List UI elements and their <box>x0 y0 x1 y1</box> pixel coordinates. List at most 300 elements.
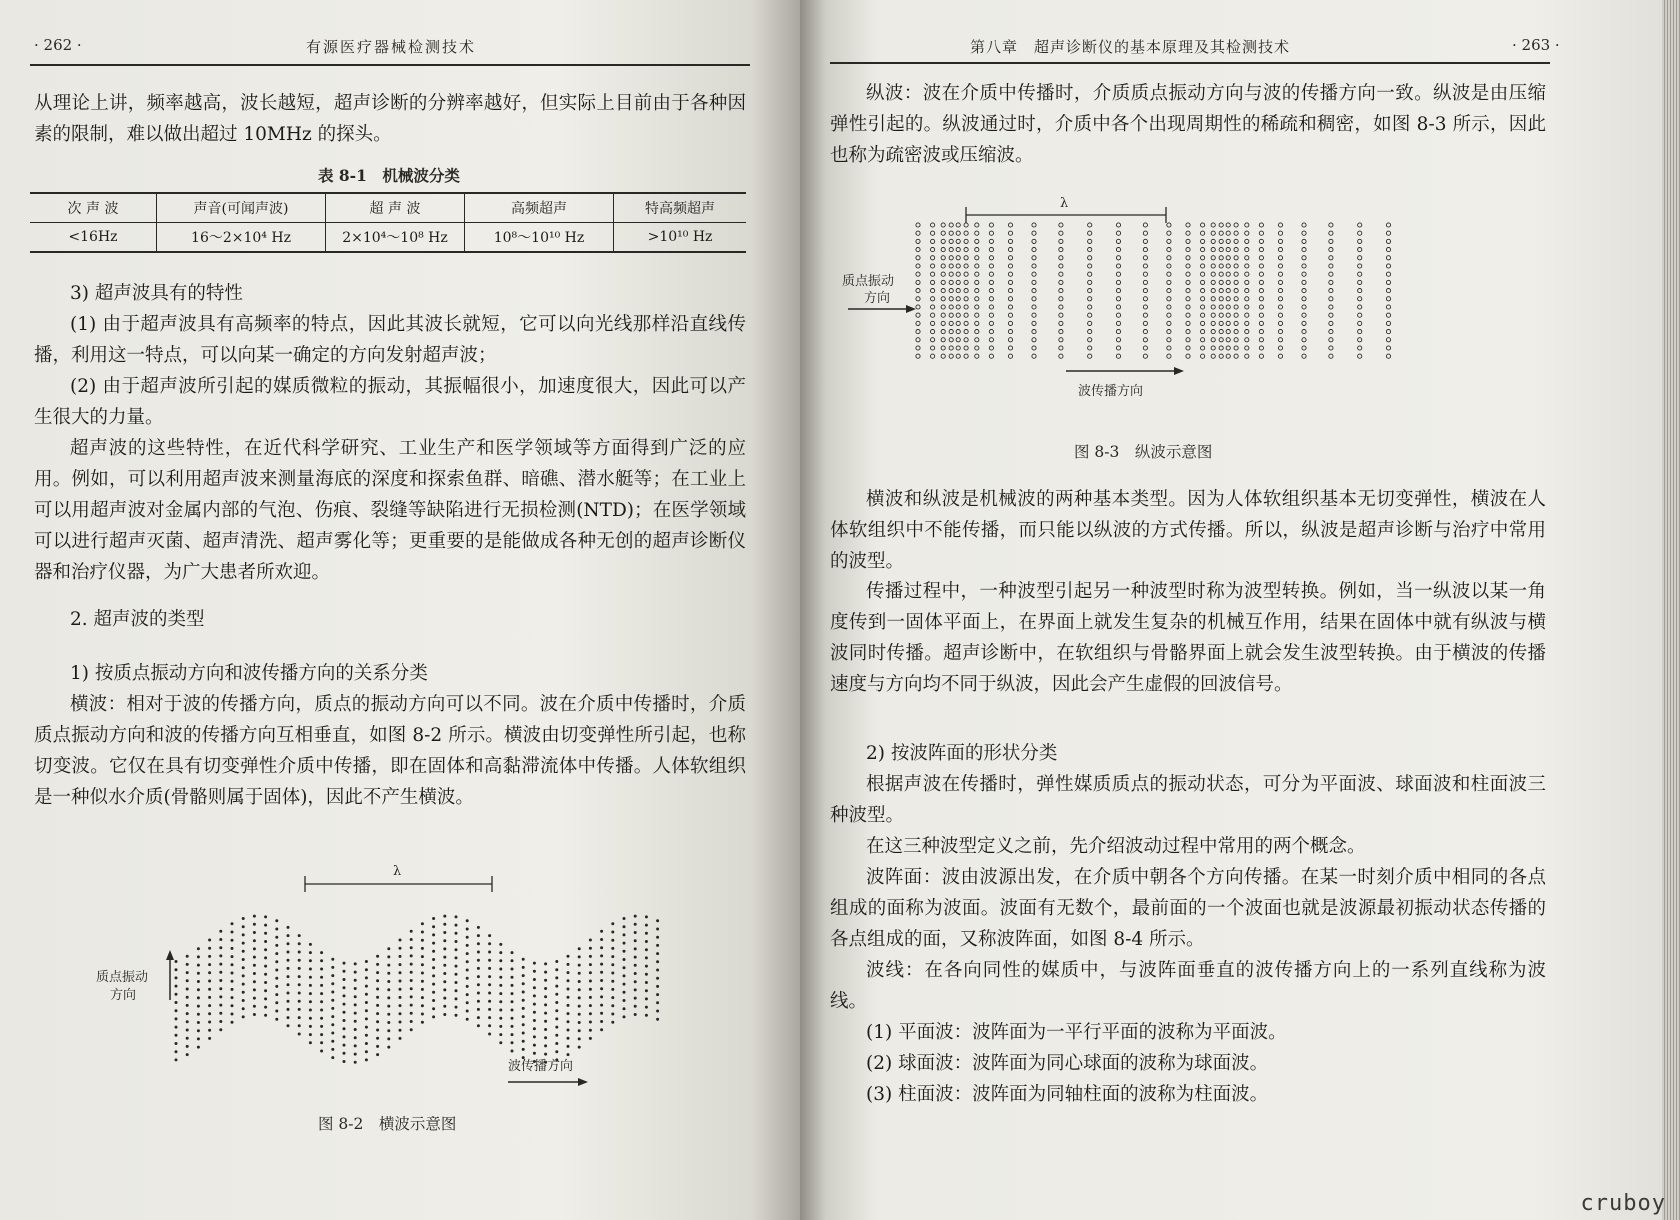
particle-dot <box>1219 280 1223 284</box>
particle-dot <box>1219 338 1223 342</box>
particle-dot <box>956 280 960 284</box>
particle-dot <box>432 958 435 961</box>
particle-dot <box>567 979 570 982</box>
particle-dot <box>1032 239 1036 243</box>
particle-dot <box>432 1015 435 1018</box>
particle-dot <box>242 966 245 969</box>
particle-dot <box>600 1028 603 1031</box>
particle-dot <box>1278 272 1282 276</box>
particle-dot <box>354 1053 357 1056</box>
particle-dot <box>309 976 312 979</box>
particle-dot <box>1245 321 1249 325</box>
particle-dot <box>309 943 312 946</box>
particle-dot <box>399 1037 402 1040</box>
particle-dot <box>600 963 603 966</box>
particle-dot <box>432 974 435 977</box>
particle-dot <box>197 955 200 958</box>
particle-dot <box>287 951 290 954</box>
particle-dot <box>455 965 458 968</box>
particle-dot <box>1088 223 1092 227</box>
particle-dot <box>1059 239 1063 243</box>
particle-dot <box>1059 305 1063 309</box>
particle-dot <box>964 321 968 325</box>
particle-dot <box>421 1021 424 1024</box>
particle-dot <box>975 272 979 276</box>
particle-dot <box>1259 338 1263 342</box>
particle-dot <box>354 962 357 965</box>
particle-dot <box>466 1001 469 1004</box>
particle-dot <box>443 1013 446 1016</box>
particle-dot <box>1234 354 1238 358</box>
particle-dot <box>208 939 211 942</box>
particle-dot <box>1226 330 1230 334</box>
subsection-2-heading: 2) 按波阵面的形状分类 <box>866 743 1058 764</box>
particle-dot <box>242 974 245 977</box>
particle-dot <box>1088 321 1092 325</box>
particle-dot <box>1211 346 1215 350</box>
particle-dot <box>989 338 993 342</box>
particle-dot <box>1059 231 1063 235</box>
particle-dot <box>1219 248 1223 252</box>
particle-dot <box>1358 321 1362 325</box>
particle-dot <box>634 964 637 967</box>
particle-dot <box>309 959 312 962</box>
particle-dot <box>1167 231 1171 235</box>
particle-dot <box>975 264 979 268</box>
particle-dot <box>275 977 278 980</box>
particle-dot <box>964 297 968 301</box>
particle-dot <box>421 931 424 934</box>
transverse-wave-figure <box>80 860 720 1110</box>
particle-dot <box>421 996 424 999</box>
particle-dot <box>964 313 968 317</box>
particle-dot <box>634 1005 637 1008</box>
vibration-arrow-head <box>166 950 174 960</box>
concepts-intro-paragraph: 在这三种波型定义之前，先介绍波动过程中常用的两个概念。 <box>866 836 1366 857</box>
particle-dot <box>656 936 659 939</box>
particle-dot <box>298 942 301 945</box>
particle-dot <box>219 995 222 998</box>
particle-dot <box>253 1005 256 1008</box>
particle-dot <box>354 1036 357 1039</box>
particle-dot <box>1226 280 1230 284</box>
figure-8-2-caption: 图 8-2 横波示意图 <box>318 1115 457 1133</box>
wavefront-classification-paragraph: 根据声波在传播时，弹性媒质质点的振动状态，可分为平面波、球面波和柱面波三种波型。 <box>830 774 1546 826</box>
table-header-cell: 次 声 波 <box>30 193 157 223</box>
particle-dot <box>421 922 424 925</box>
particle-dot <box>1143 289 1147 293</box>
particle-dot <box>1358 280 1362 284</box>
particle-dot <box>1186 223 1190 227</box>
particle-dot <box>956 231 960 235</box>
particle-dot <box>1211 231 1215 235</box>
particle-dot <box>1088 272 1092 276</box>
particle-dot <box>1245 354 1249 358</box>
particle-dot <box>1358 231 1362 235</box>
particle-dot <box>253 988 256 991</box>
particle-dot <box>956 264 960 268</box>
particle-dot <box>589 996 592 999</box>
particle-dot <box>275 944 278 947</box>
particle-dot <box>399 988 402 991</box>
particle-dot <box>600 995 603 998</box>
particle-dot <box>1116 297 1120 301</box>
particle-dot <box>544 979 547 982</box>
left-page-number: · 262 · <box>34 36 82 54</box>
particle-dot <box>567 971 570 974</box>
particle-dot <box>443 923 446 926</box>
particle-dot <box>231 939 234 942</box>
particle-dot <box>1008 223 1012 227</box>
particle-dot <box>1245 223 1249 227</box>
particle-dot <box>1259 346 1263 350</box>
particle-dot <box>264 932 267 935</box>
particle-dot <box>354 1044 357 1047</box>
particle-dot <box>1201 321 1205 325</box>
particle-dot <box>231 963 234 966</box>
particle-dot <box>1059 280 1063 284</box>
particle-dot <box>578 996 581 999</box>
vibration-label: 方向 <box>864 291 891 306</box>
particle-dot <box>1186 354 1190 358</box>
particle-dot <box>1167 256 1171 260</box>
particle-dot <box>432 999 435 1002</box>
particle-dot <box>1358 330 1362 334</box>
particle-dot <box>455 940 458 943</box>
particle-dot <box>567 996 570 999</box>
particle-dot <box>298 934 301 937</box>
particle-dot <box>186 996 189 999</box>
particle-dot <box>533 962 536 965</box>
particle-dot <box>975 248 979 252</box>
particle-dot <box>1186 297 1190 301</box>
particle-dot <box>1088 289 1092 293</box>
particle-dot <box>287 983 290 986</box>
particle-dot <box>466 1010 469 1013</box>
particle-dot <box>399 1004 402 1007</box>
particle-dot <box>645 924 648 927</box>
particle-dot <box>343 1003 346 1006</box>
particle-dot <box>956 346 960 350</box>
particle-dot <box>511 1025 514 1028</box>
particle-dot <box>1201 223 1205 227</box>
particle-dot <box>623 933 626 936</box>
particle-dot <box>320 992 323 995</box>
particle-dot <box>1302 338 1306 342</box>
particle-dot <box>1167 264 1171 268</box>
particle-dot <box>949 321 953 325</box>
particle-dot <box>1226 346 1230 350</box>
particle-dot <box>1008 248 1012 252</box>
particle-dot <box>1059 272 1063 276</box>
particle-dot <box>1278 297 1282 301</box>
particle-dot <box>1386 354 1390 358</box>
propagation-label: 波传播方向 <box>1078 384 1144 399</box>
particle-dot <box>488 1016 491 1019</box>
particle-dot <box>1008 231 1012 235</box>
particle-dot <box>949 338 953 342</box>
particle-dot <box>916 256 920 260</box>
particle-dot <box>1201 297 1205 301</box>
particle-dot <box>956 223 960 227</box>
particle-dot <box>298 992 301 995</box>
particle-dot <box>522 958 525 961</box>
particle-dot <box>1386 231 1390 235</box>
right-page-number: · 263 · <box>1512 36 1560 54</box>
particle-dot <box>1167 305 1171 309</box>
particle-dot <box>499 959 502 962</box>
particle-dot <box>175 976 178 979</box>
particle-dot <box>1234 280 1238 284</box>
particle-dot <box>231 922 234 925</box>
particle-dot <box>1234 313 1238 317</box>
particle-dot <box>264 965 267 968</box>
particle-dot <box>219 979 222 982</box>
particle-dot <box>1167 289 1171 293</box>
particle-dot <box>287 1024 290 1027</box>
particle-dot <box>1226 248 1230 252</box>
particle-dot <box>1302 272 1306 276</box>
particle-dot <box>399 947 402 950</box>
particle-dot <box>1245 338 1249 342</box>
particle-dot <box>1201 239 1205 243</box>
particle-dot <box>421 947 424 950</box>
particle-dot <box>1201 231 1205 235</box>
particle-dot <box>1302 248 1306 252</box>
particle-dot <box>287 1016 290 1019</box>
particle-dot <box>1259 264 1263 268</box>
particle-dot <box>275 969 278 972</box>
particle-dot <box>578 1005 581 1008</box>
particle-dot <box>275 952 278 955</box>
particle-dot <box>989 239 993 243</box>
particle-dot <box>989 264 993 268</box>
particle-dot <box>432 966 435 969</box>
particle-dot <box>555 976 558 979</box>
particle-dot <box>623 950 626 953</box>
particle-dot <box>511 968 514 971</box>
particle-dot <box>567 963 570 966</box>
particle-dot <box>208 963 211 966</box>
particle-dot <box>197 988 200 991</box>
particle-dot <box>1302 289 1306 293</box>
particle-dot <box>1329 305 1333 309</box>
particle-dot <box>1259 305 1263 309</box>
property-item-1: (1) 由于超声波具有高频率的特点，因此其波长就短，它可以向光线那样沿直线传播，利用这一特点，可以向某一确定的方向发射超声波； <box>34 314 746 366</box>
particle-dot <box>555 1001 558 1004</box>
particle-dot <box>1219 305 1223 309</box>
particle-dot <box>208 1037 211 1040</box>
particle-dot <box>331 958 334 961</box>
particle-dot <box>275 1010 278 1013</box>
particle-dot <box>197 980 200 983</box>
particle-dot <box>343 994 346 997</box>
particle-dot <box>264 997 267 1000</box>
particle-dot <box>1329 346 1333 350</box>
particle-dot <box>354 1020 357 1023</box>
particle-dot <box>387 996 390 999</box>
particle-dot <box>432 983 435 986</box>
particle-dot <box>1259 231 1263 235</box>
particle-dot <box>1143 280 1147 284</box>
particle-dot <box>410 1020 413 1023</box>
particle-dot <box>1032 223 1036 227</box>
table-cell: <16Hz <box>30 223 157 253</box>
particle-dot <box>1358 346 1362 350</box>
particle-dot <box>1329 272 1333 276</box>
particle-dot <box>443 939 446 942</box>
page-stack-edge <box>1662 0 1680 1220</box>
particle-dot <box>1226 272 1230 276</box>
particle-dot <box>242 1015 245 1018</box>
particle-dot <box>522 982 525 985</box>
particle-dot <box>231 972 234 975</box>
particle-dot <box>197 1013 200 1016</box>
particle-dot <box>964 354 968 358</box>
particle-dot <box>343 986 346 989</box>
particle-dot <box>1386 272 1390 276</box>
particle-dot <box>320 1033 323 1036</box>
subsection-1-heading: 1) 按质点振动方向和波传播方向的关系分类 <box>70 663 428 684</box>
particle-dot <box>1386 313 1390 317</box>
particle-dot <box>331 966 334 969</box>
particle-dot <box>488 951 491 954</box>
particle-dot <box>1226 313 1230 317</box>
particle-dot <box>1302 354 1306 358</box>
particle-dot <box>600 954 603 957</box>
particle-dot <box>1245 305 1249 309</box>
particle-dot <box>208 1029 211 1032</box>
particle-dot <box>242 999 245 1002</box>
particle-dot <box>544 1012 547 1015</box>
particle-dot <box>1059 354 1063 358</box>
particle-dot <box>298 975 301 978</box>
particle-dot <box>1234 248 1238 252</box>
particle-dot <box>331 974 334 977</box>
particle-dot <box>1088 305 1092 309</box>
particle-dot <box>949 272 953 276</box>
particle-dot <box>941 313 945 317</box>
particle-dot <box>931 248 935 252</box>
particle-dot <box>432 933 435 936</box>
particle-dot <box>1329 280 1333 284</box>
particle-dot <box>1386 338 1390 342</box>
particle-dot <box>1302 321 1306 325</box>
particle-dot <box>354 979 357 982</box>
particle-dot <box>488 1008 491 1011</box>
particle-dot <box>219 971 222 974</box>
particle-dot <box>611 980 614 983</box>
particle-dot <box>376 1053 379 1056</box>
particle-dot <box>989 330 993 334</box>
particle-dot <box>656 985 659 988</box>
particle-dot <box>197 1029 200 1032</box>
particle-dot <box>1302 239 1306 243</box>
particle-dot <box>989 346 993 350</box>
particle-dot <box>1234 338 1238 342</box>
particle-dot <box>522 991 525 994</box>
particle-dot <box>1278 256 1282 260</box>
particle-dot <box>1278 305 1282 309</box>
particle-dot <box>219 946 222 949</box>
particle-dot <box>1032 321 1036 325</box>
particle-dot <box>916 248 920 252</box>
particle-dot <box>1143 354 1147 358</box>
particle-dot <box>365 1017 368 1020</box>
right-running-title: 第八章 超声诊断仪的基本原理及其检测技术 <box>970 38 1291 56</box>
particle-dot <box>555 960 558 963</box>
particle-dot <box>1032 280 1036 284</box>
particle-dot <box>1278 248 1282 252</box>
particle-dot <box>1245 256 1249 260</box>
particle-dot <box>949 330 953 334</box>
particle-dot <box>1186 321 1190 325</box>
particle-dot <box>455 1014 458 1017</box>
particle-dot <box>1219 272 1223 276</box>
particle-dot <box>1329 297 1333 301</box>
particle-dot <box>600 1020 603 1023</box>
particle-dot <box>989 354 993 358</box>
particle-dot <box>455 973 458 976</box>
particle-dot <box>443 956 446 959</box>
particle-dot <box>466 960 469 963</box>
particle-dot <box>387 1046 390 1049</box>
particle-dot <box>916 223 920 227</box>
particle-dot <box>949 289 953 293</box>
particle-dot <box>1088 330 1092 334</box>
particle-dot <box>219 1028 222 1031</box>
particle-dot <box>1234 297 1238 301</box>
particle-dot <box>208 971 211 974</box>
particle-dot <box>931 289 935 293</box>
particle-dot <box>949 239 953 243</box>
particle-dot <box>1116 313 1120 317</box>
particle-dot <box>1186 248 1190 252</box>
particle-dot <box>1278 223 1282 227</box>
particle-dot <box>455 915 458 918</box>
particle-dot <box>1032 289 1036 293</box>
particle-dot <box>175 1050 178 1053</box>
particle-dot <box>331 1032 334 1035</box>
particle-dot <box>941 305 945 309</box>
particle-dot <box>387 1029 390 1032</box>
particle-dot <box>421 955 424 958</box>
particle-dot <box>208 1012 211 1015</box>
particle-dot <box>656 952 659 955</box>
particle-dot <box>589 988 592 991</box>
particle-dot <box>376 996 379 999</box>
particle-dot <box>186 955 189 958</box>
particle-dot <box>208 988 211 991</box>
particle-dot <box>1008 272 1012 276</box>
particle-dot <box>578 955 581 958</box>
particle-dot <box>555 1017 558 1020</box>
particle-dot <box>1226 289 1230 293</box>
particle-dot <box>1032 231 1036 235</box>
particle-dot <box>354 1061 357 1064</box>
particle-dot <box>1186 330 1190 334</box>
particle-dot <box>975 330 979 334</box>
particle-dot <box>197 1021 200 1024</box>
particle-dot <box>275 919 278 922</box>
particle-dot <box>511 1033 514 1036</box>
particle-dot <box>600 979 603 982</box>
particle-dot <box>343 978 346 981</box>
particle-dot <box>1211 313 1215 317</box>
particle-dot <box>656 919 659 922</box>
particle-dot <box>1245 264 1249 268</box>
particle-dot <box>1201 256 1205 260</box>
